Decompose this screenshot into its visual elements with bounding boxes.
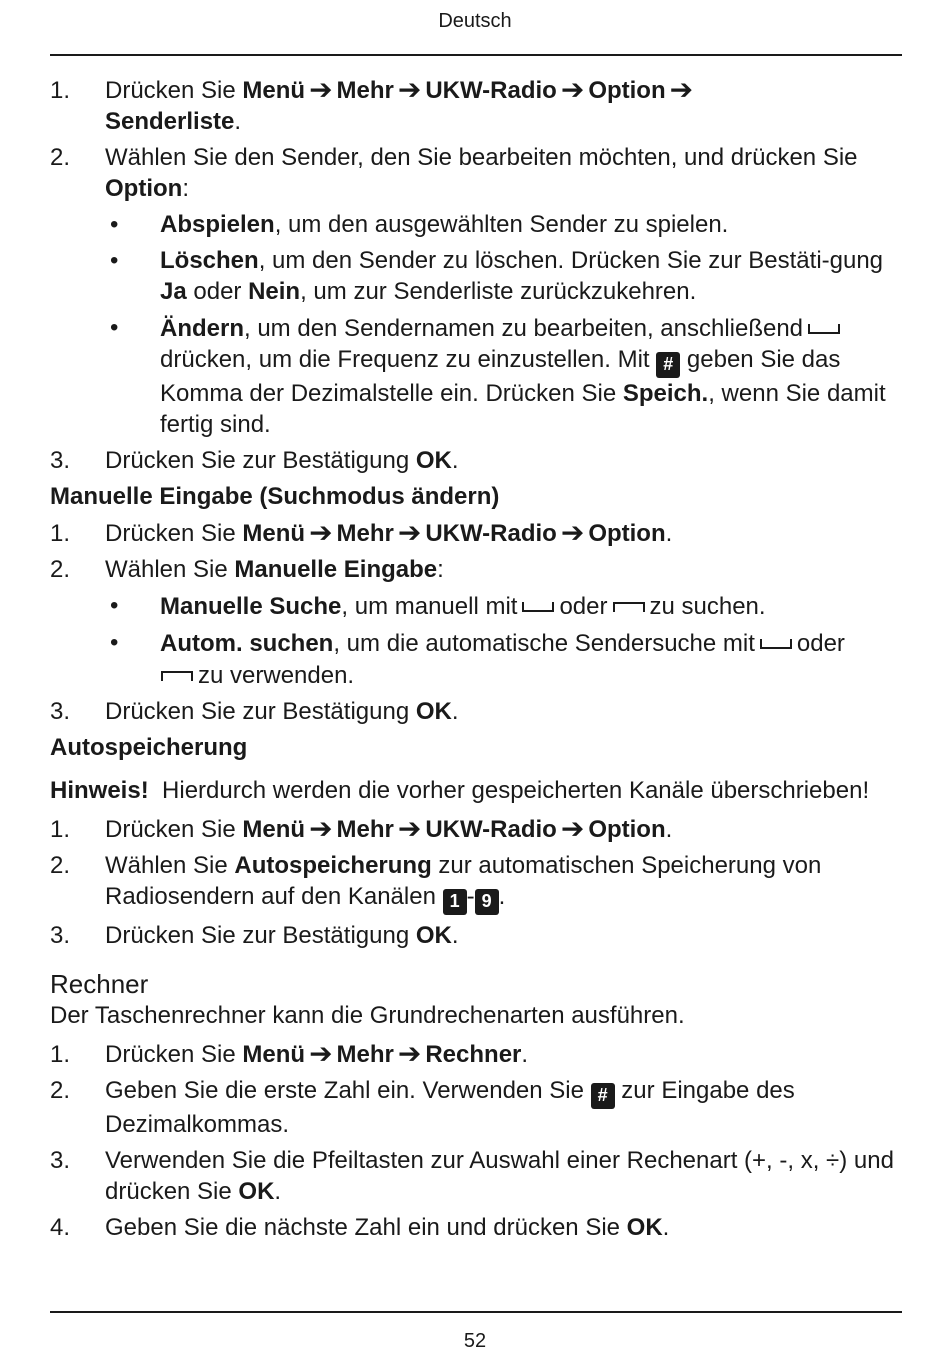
list-item: 3. Drücken Sie zur Bestätigung OK. <box>50 447 459 474</box>
left-softkey-icon <box>807 312 841 343</box>
key-9-icon: 9 <box>475 889 499 915</box>
page-number: 52 <box>463 1330 487 1352</box>
left-softkey-icon <box>759 627 793 658</box>
list-item: 3. Drücken Sie zur Bestätigung OK. <box>50 698 459 725</box>
arrow-right-icon: ➔ <box>397 74 422 105</box>
page-content <box>50 70 906 1248</box>
note-text: Hierdurch werden die vorher gespeicherten Kanäle überschrieben! <box>148 777 870 804</box>
hash-key-icon: # <box>656 352 680 378</box>
hash-key-icon: # <box>591 1083 615 1109</box>
list-item: 1. Drücken Sie Menü ➔ Mehr ➔ Rechner. <box>50 1038 529 1069</box>
arrow-right-icon: ➔ <box>560 74 585 105</box>
list-item: 2. Wählen Sie den Sender, den Sie bearbeiten möchten, und drücken Sie Option: <box>50 144 858 202</box>
bullet-icon: • <box>110 247 119 274</box>
arrow-right-icon: ➔ <box>397 813 422 844</box>
bullet-icon: • <box>110 211 119 238</box>
arrow-right-icon: ➔ <box>669 74 694 105</box>
arrow-right-icon: ➔ <box>560 517 585 548</box>
list-item: 3. Drücken Sie zur Bestätigung OK. <box>50 922 459 949</box>
arrow-right-icon: ➔ <box>560 813 585 844</box>
bullet-icon: • <box>110 314 119 341</box>
arrow-right-icon: ➔ <box>397 517 422 548</box>
list-item: 1. Drücken Sie Menü ➔ Mehr ➔ UKW-Radio ➔ Option. <box>50 517 673 548</box>
list-item: 3. Verwenden Sie die Pfeiltasten zur Auswahl einer Rechenart (+, -, x, ÷) und drücken Sie OK. <box>50 1147 894 1205</box>
list-item: 1. Drücken Sie Menü ➔ Mehr ➔ UKW-Radio ➔ Option ➔ Senderliste. <box>50 74 694 135</box>
list-item: 4. Geben Sie die nächste Zahl ein und drücken Sie OK. <box>50 1214 670 1241</box>
arrow-right-icon: ➔ <box>309 813 333 844</box>
bullet-item: • Ändern, um den Sendernamen zu bearbeiten, anschließend drücken, um die Frequenz zu einzustellen. Mit # geben Sie das Komma der Dezimalstelle ein. Drücken Sie Speich., wenn Sie damit fertig sind. <box>110 314 886 438</box>
right-softkey-icon <box>160 659 194 690</box>
section-heading: Manuelle Eingabe (Suchmodus ändern) <box>50 483 500 510</box>
key-1-icon: 1 <box>443 889 467 915</box>
intro-text: Der Taschenrechner kann die Grundrechenarten ausführen. <box>50 1002 685 1029</box>
section-title: Rechner <box>50 969 149 999</box>
arrow-right-icon: ➔ <box>309 1038 333 1069</box>
section-heading: Autospeicherung <box>50 734 248 761</box>
list-item: 2. Wählen Sie Autospeicherung zur automatischen Speicherung von Radiosendern auf den Kanälen 1 - 9 . <box>50 850 906 915</box>
bullet-item: • Abspielen, um den ausgewählten Sender zu spielen. <box>110 211 729 238</box>
arrow-right-icon: ➔ <box>397 1038 422 1069</box>
arrow-right-icon: ➔ <box>309 517 333 548</box>
bullet-item: • Löschen, um den Sender zu löschen. Drücken Sie zur Bestäti-gung Ja oder Nein, um zur Senderliste zurückzukehren. <box>110 247 884 305</box>
arrow-right-icon: ➔ <box>309 74 333 105</box>
left-softkey-icon <box>521 590 555 621</box>
bullet-icon: • <box>110 629 119 656</box>
header-divider <box>50 54 902 56</box>
note-label: Hinweis! <box>50 777 149 804</box>
list-item: 2. Wählen Sie Manuelle Eingabe: <box>50 556 444 583</box>
right-softkey-icon <box>612 590 646 621</box>
bullet-item: • Autom. suchen, um die automatische Sendersuche mit oder zu verwenden. <box>110 629 845 689</box>
bullet-item: • Manuelle Suche, um manuell mit oder zu suchen. <box>110 592 766 620</box>
footer-divider <box>50 1311 902 1313</box>
note <box>50 775 906 806</box>
page-header: Deutsch <box>438 10 512 32</box>
bullet-icon: • <box>110 592 119 619</box>
list-item: 1. Drücken Sie Menü ➔ Mehr ➔ UKW-Radio ➔ Option. <box>50 813 673 844</box>
list-item: 2. Geben Sie die erste Zahl ein. Verwenden Sie # zur Eingabe des Dezimalkommas. <box>50 1077 795 1138</box>
